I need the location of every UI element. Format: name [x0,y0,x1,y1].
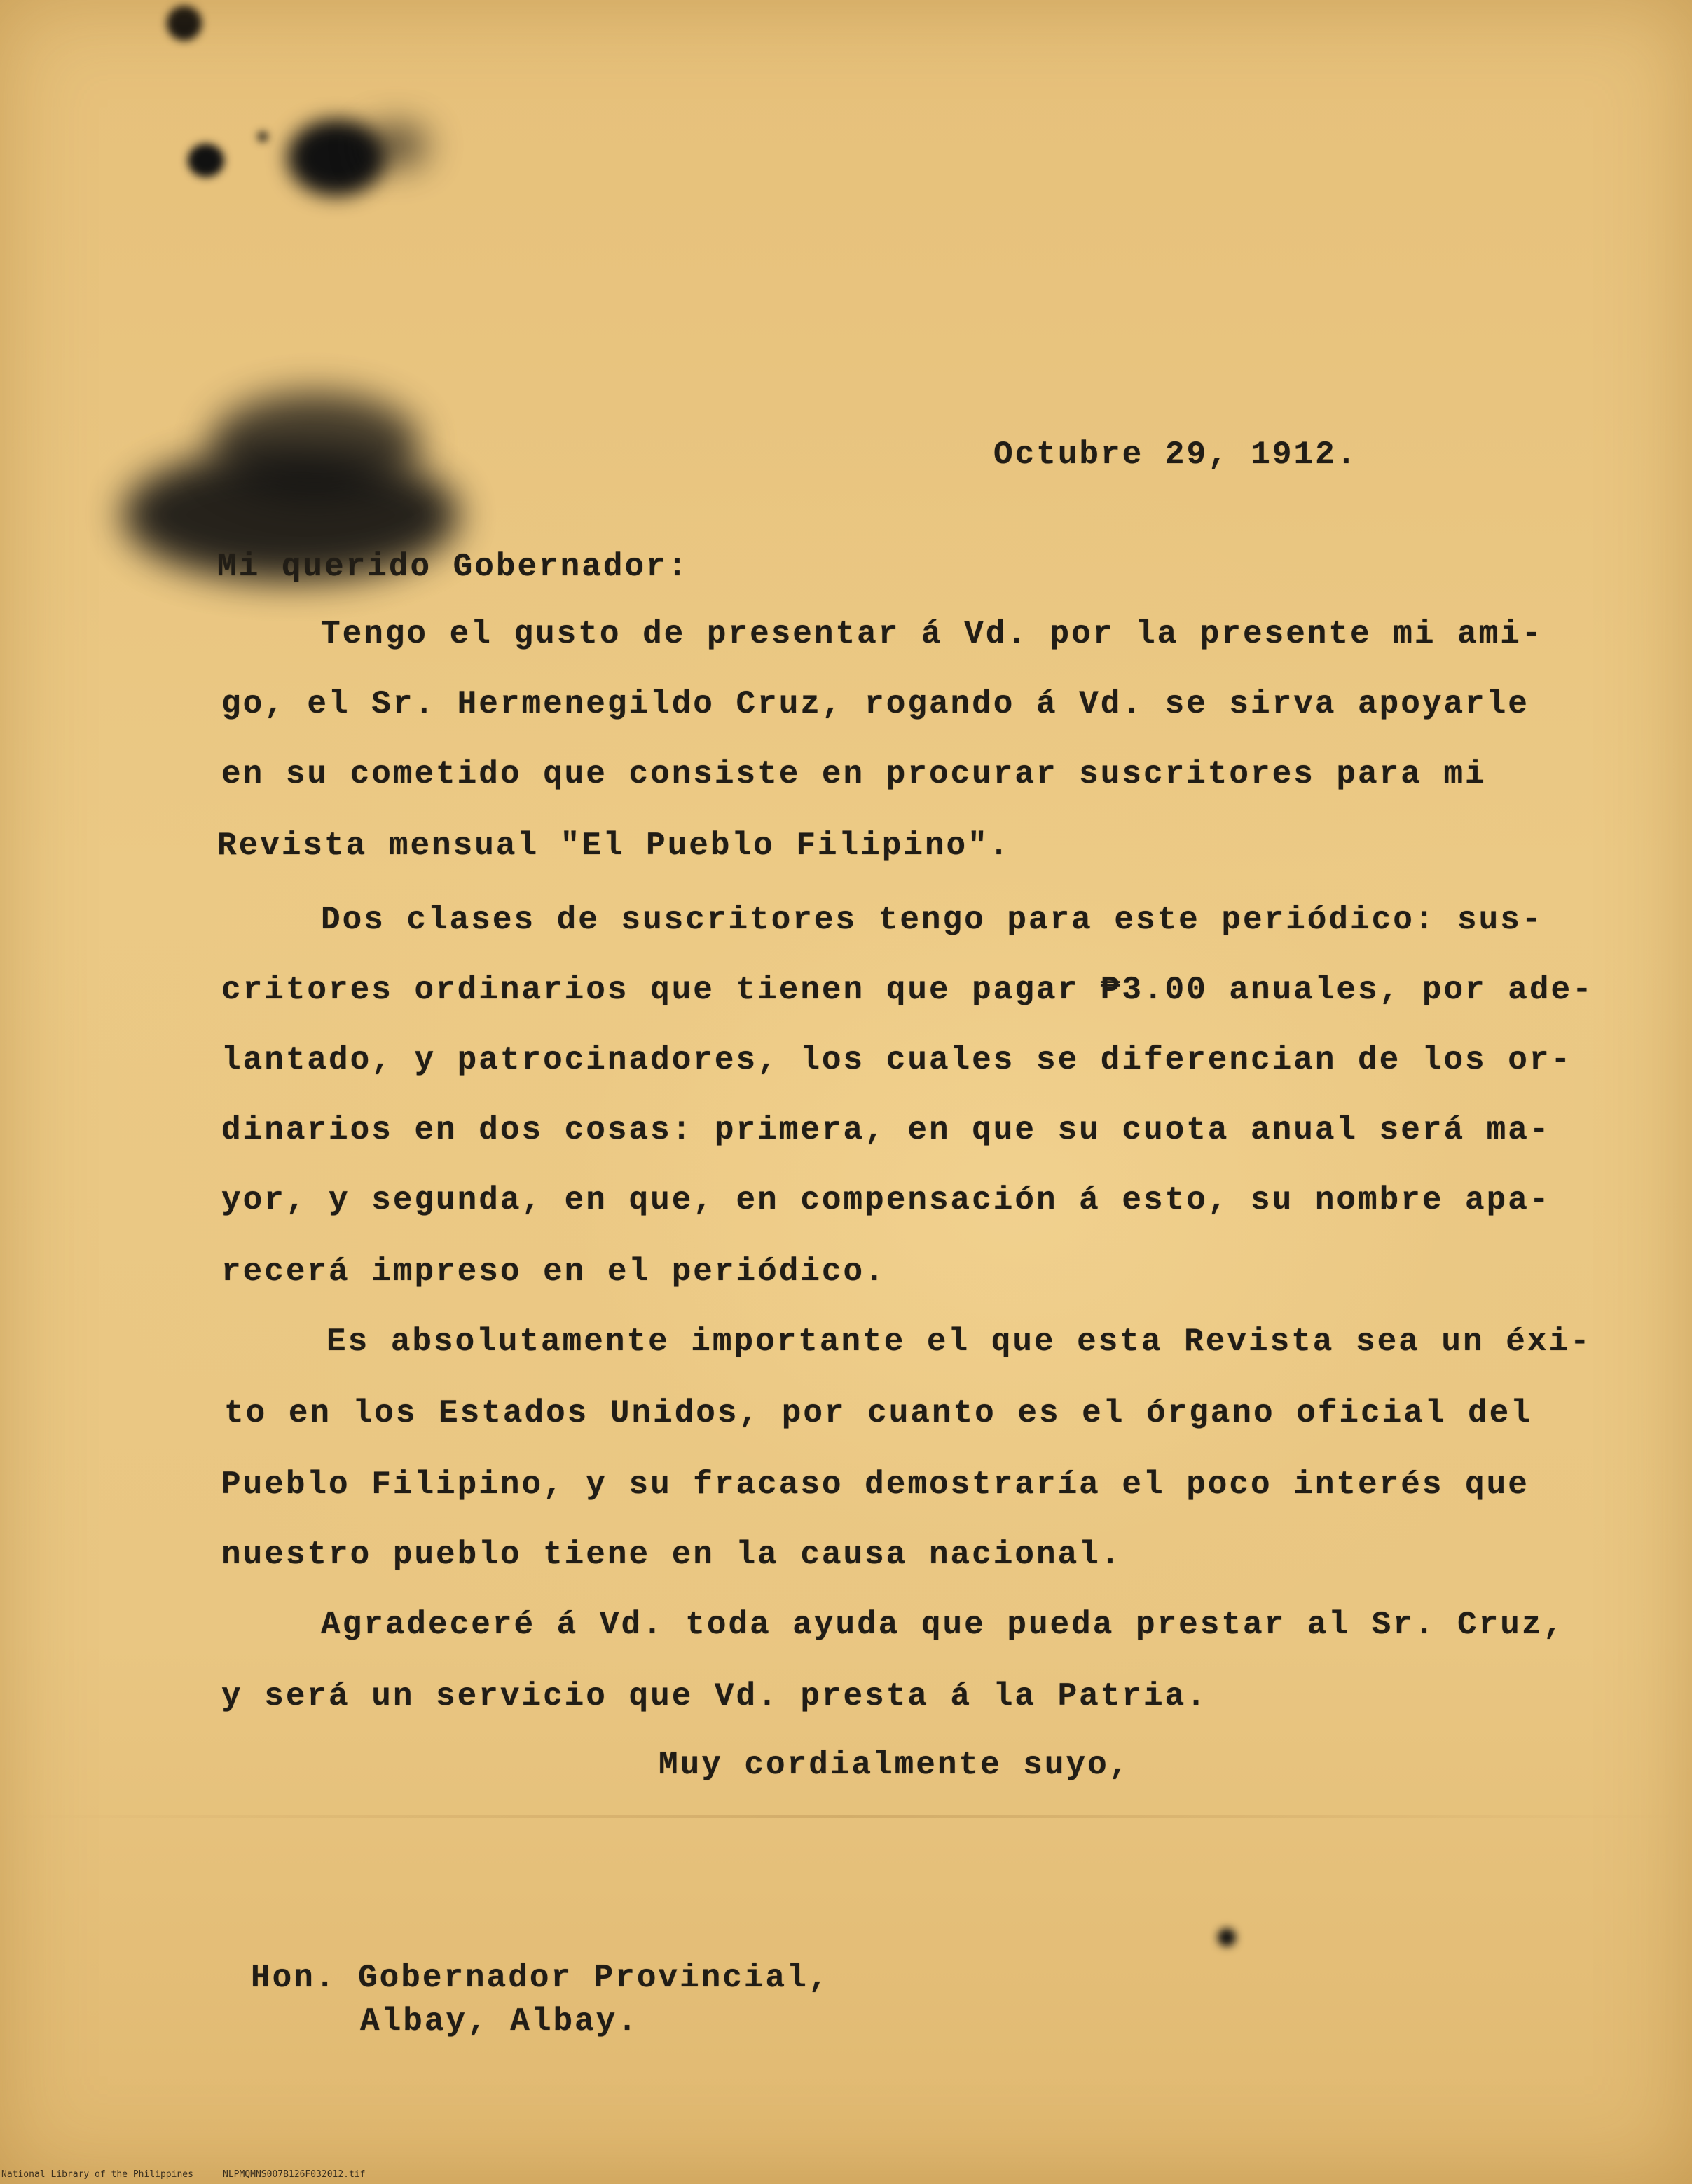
body-line: Es absolutamente importante el que esta Revista sea un éxi- [326,1324,1592,1360]
body-line: to en los Estados Unidos, por cuanto es el órgano oficial del [224,1395,1532,1431]
body-line: Pueblo Filipino, y su fracaso demostraría el poco interés que [221,1467,1529,1503]
body-line: Agradeceré á Vd. toda ayuda que pueda prestar al Sr. Cruz, [321,1607,1565,1643]
footer-institution: National Library of the Philippines [1,2169,193,2180]
body-line: en su cometido que consiste en procurar suscritores para mi [221,756,1487,792]
body-line: y será un servicio que Vd. presta á la Patria. [221,1678,1208,1715]
footer-filename: NLPMQMNS007B126F032012.tif [223,2169,366,2180]
body-line: dinarios en dos cosas: primera, en que su cuota anual será ma- [221,1112,1551,1148]
ink-stain [167,6,202,41]
addressee-line: Albay, Albay. [360,2003,639,2040]
body-line: recerá impreso en el periódico. [221,1254,886,1290]
ink-stain [188,144,224,177]
paper-crease [0,1815,1692,1818]
body-line: Revista mensual "El Pueblo Filipino". [217,827,1011,864]
body-line: Dos clases de suscritores tengo para este periódico: sus- [321,902,1543,938]
ink-stain [258,132,268,142]
body-line: nuestro pueblo tiene en la causa nacional. [221,1537,1122,1573]
letter-date: Octubre 29, 1912. [993,437,1359,473]
body-line: critores ordinarios que tienen que pagar ₱3.00 anuales, por ade- [221,972,1594,1008]
ink-stain [364,125,427,167]
letter-salutation: Mi querido Gobernador: [217,549,689,585]
ink-smudge [210,392,420,497]
addressee-line: Hon. Gobernador Provincial, [251,1960,830,1996]
ink-stain [1218,1928,1236,1946]
body-line: lantado, y patrocinadores, los cuales se diferencian de los or- [221,1042,1573,1078]
letter-closing: Muy cordialmente suyo, [659,1747,1131,1783]
body-line: yor, y segunda, en que, en compensación á esto, su nombre apa- [221,1182,1551,1218]
body-line: go, el Sr. Hermenegildo Cruz, rogando á Vd. se sirva apoyarle [221,686,1529,722]
body-line: Tengo el gusto de presentar á Vd. por la presente mi ami- [321,616,1543,652]
